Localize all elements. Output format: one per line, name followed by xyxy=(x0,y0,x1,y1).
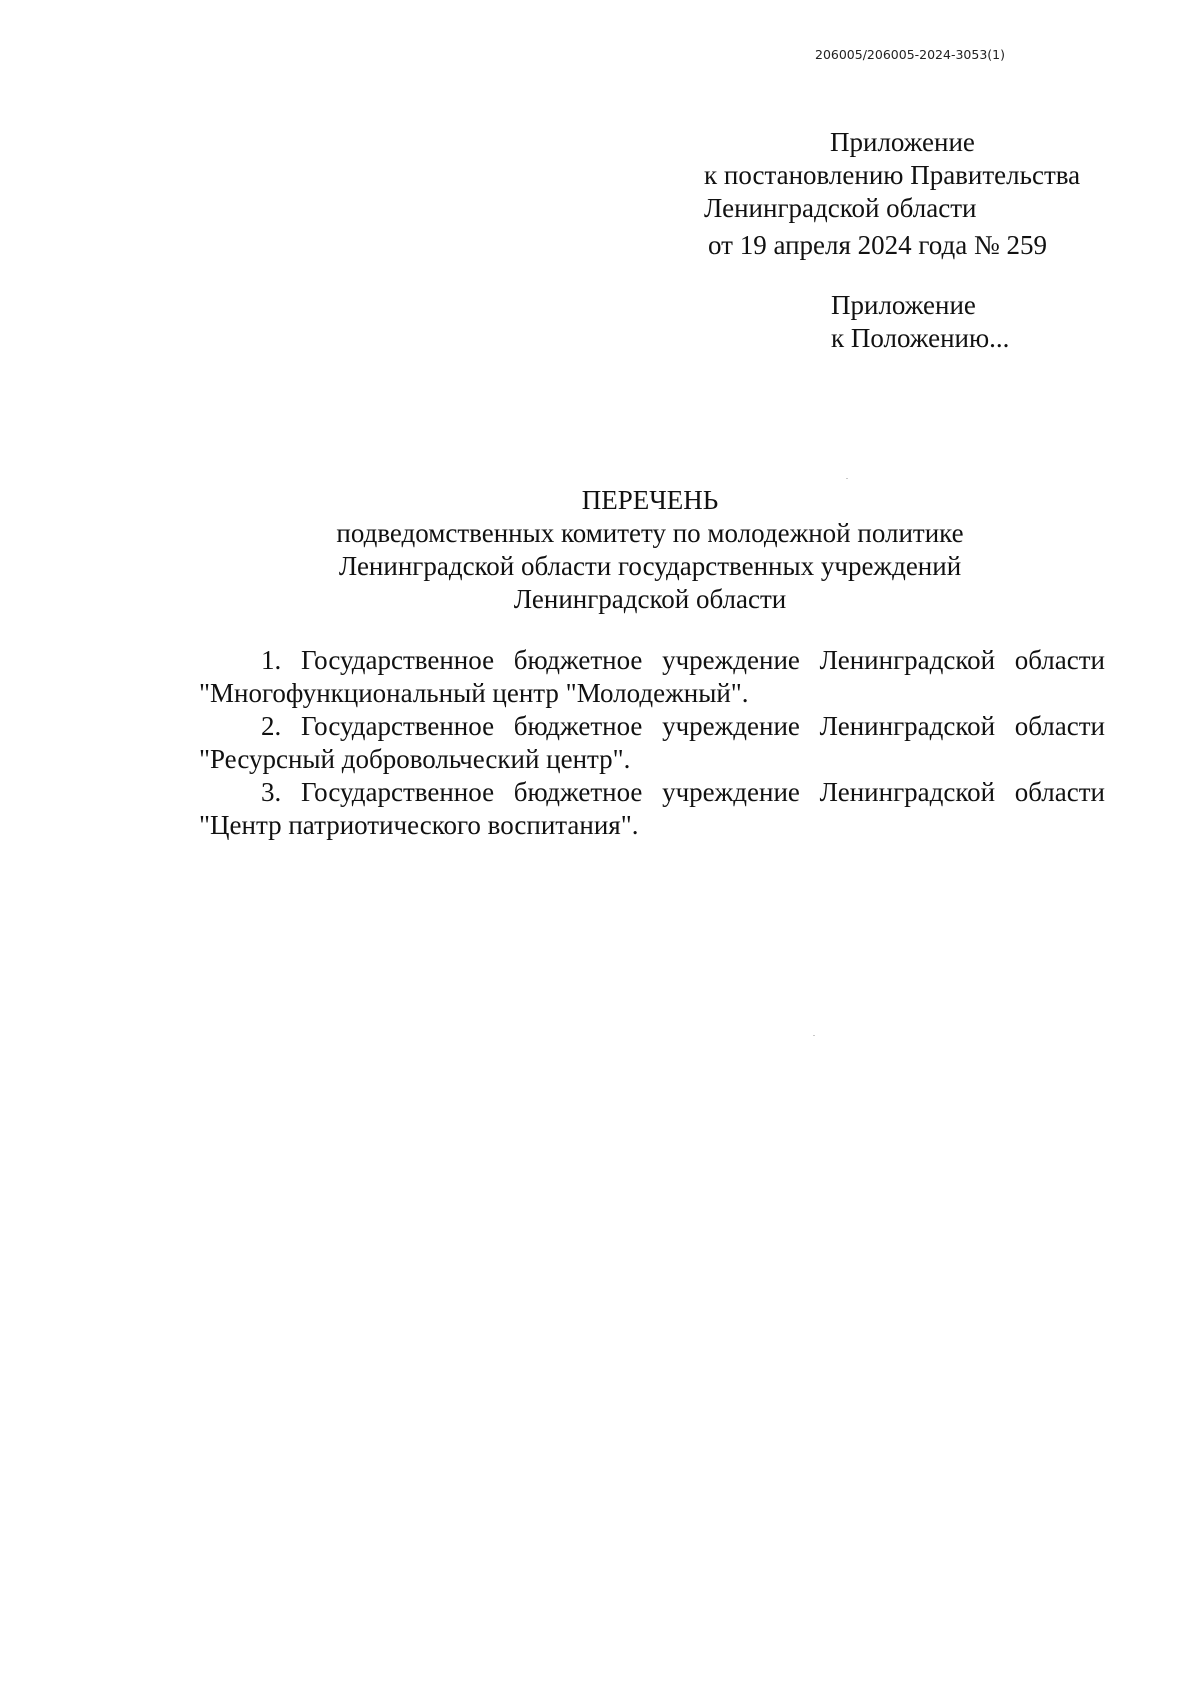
appendix-secondary-reference: к Положению... xyxy=(831,323,1010,353)
appendix-label: Приложение xyxy=(830,127,975,157)
scan-speck xyxy=(846,478,848,479)
appendix-secondary-label: Приложение xyxy=(831,290,976,320)
document-title xyxy=(200,484,1100,616)
institutions-list xyxy=(199,644,1105,842)
scan-speck xyxy=(813,1035,815,1036)
list-item: 2. Государственное бюджетное учреждение Ленинградской области "Ресурсный добровольческий центр". xyxy=(199,711,1105,774)
appendix-secondary xyxy=(831,289,1009,355)
title-subtitle-line: Ленинградской области государственных учреждений xyxy=(338,551,962,581)
title-subtitle-line: подведомственных комитету по молодежной политике xyxy=(336,518,964,548)
appendix-region: Ленинградской области xyxy=(704,193,977,223)
document-id: 206005/206005-2024-3053(1) xyxy=(815,47,1005,62)
appendix-stamp xyxy=(704,126,1080,262)
list-item: 1. Государственное бюджетное учреждение Ленинградской области "Многофункциональный центр "Молодежный". xyxy=(199,645,1105,708)
list-item: 3. Государственное бюджетное учреждение Ленинградской области "Центр патриотического воспитания". xyxy=(199,777,1105,840)
title-subtitle-line: Ленинградской области xyxy=(513,584,787,614)
appendix-date-number: от 19 апреля 2024 года № 259 xyxy=(708,230,1048,260)
appendix-reference: к постановлению Правительства xyxy=(704,160,1081,190)
title-heading: ПЕРЕЧЕНЬ xyxy=(581,485,719,515)
